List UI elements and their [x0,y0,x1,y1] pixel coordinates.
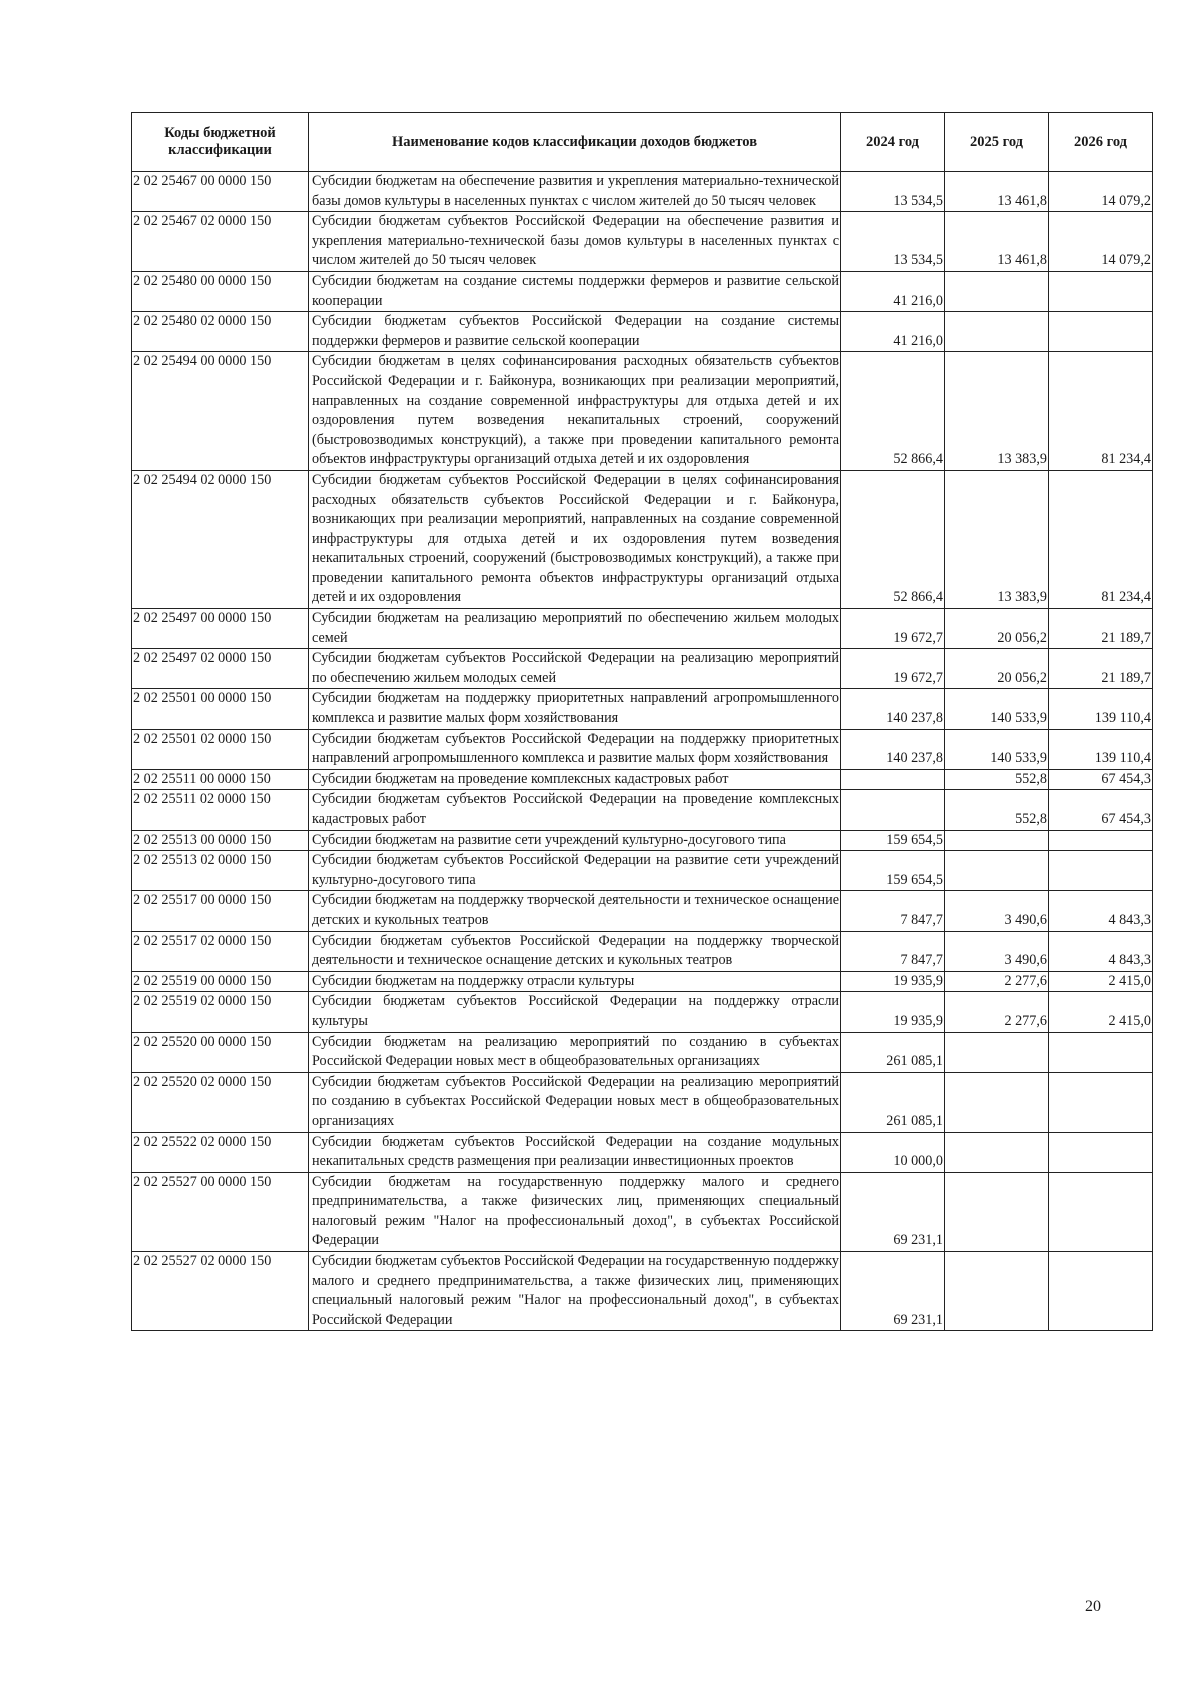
code-cell: 2 02 25467 00 0000 150 [132,172,309,212]
table-row [132,470,1153,608]
table-row [132,212,1153,272]
budget-table-container [131,112,1152,1331]
value-2026-cell: 4 843,3 [1049,931,1153,971]
value-2026-cell [1049,271,1153,311]
value-2024-cell: 41 216,0 [841,271,945,311]
value-2024-cell [841,769,945,790]
value-2024-cell: 19 672,7 [841,609,945,649]
value-2025-cell: 20 056,2 [945,649,1049,689]
code-cell: 2 02 25511 02 0000 150 [132,790,309,830]
value-2026-cell [1049,851,1153,891]
table-row [132,352,1153,471]
table-row [132,1132,1153,1172]
value-2025-cell: 13 461,8 [945,212,1049,272]
value-2026-cell [1049,1252,1153,1331]
name-cell: Субсидии бюджетам субъектов Российской Федерации на поддержку творческой деятельности и техническое оснащение детских и кукольных театров [309,931,841,971]
code-cell: 2 02 25517 02 0000 150 [132,931,309,971]
value-2024-cell: 19 672,7 [841,649,945,689]
value-2025-cell: 140 533,9 [945,689,1049,729]
value-2024-cell: 159 654,5 [841,851,945,891]
table-row [132,1252,1153,1331]
code-cell: 2 02 25519 02 0000 150 [132,992,309,1032]
table-row [132,992,1153,1032]
name-cell: Субсидии бюджетам субъектов Российской Федерации на поддержку отрасли культуры [309,992,841,1032]
code-cell: 2 02 25513 02 0000 150 [132,851,309,891]
value-2025-cell [945,1072,1049,1132]
name-cell: Субсидии бюджетам на реализацию мероприятий по обеспечению жильем молодых семей [309,609,841,649]
value-2025-cell [945,1032,1049,1072]
code-cell: 2 02 25494 00 0000 150 [132,352,309,471]
code-cell: 2 02 25513 00 0000 150 [132,830,309,851]
table-row [132,769,1153,790]
table-row [132,172,1153,212]
value-2025-cell: 3 490,6 [945,891,1049,931]
value-2025-cell: 2 277,6 [945,971,1049,992]
name-cell: Субсидии бюджетам субъектов Российской Федерации на обеспечение развития и укрепления материально-технической базы домов культуры в населенных пунктах с числом жителей до 50 тысяч человек [309,212,841,272]
value-2025-cell: 552,8 [945,790,1049,830]
code-cell: 2 02 25480 00 0000 150 [132,271,309,311]
code-cell: 2 02 25527 00 0000 150 [132,1172,309,1251]
value-2025-cell: 13 461,8 [945,172,1049,212]
value-2026-cell: 81 234,4 [1049,352,1153,471]
value-2026-cell: 139 110,4 [1049,729,1153,769]
budget-revenue-table [131,112,1153,1331]
value-2025-cell [945,830,1049,851]
value-2024-cell: 7 847,7 [841,891,945,931]
value-2025-cell: 13 383,9 [945,470,1049,608]
name-cell: Субсидии бюджетам субъектов Российской Федерации на государственную поддержку малого и среднего предпринимательства, а также физических лиц, применяющих специальный налоговый режим "Налог на профессиональный доход", в субъектах Российской Федерации [309,1252,841,1331]
name-cell: Субсидии бюджетам субъектов Российской Федерации в целях софинансирования расходных обязательств субъектов Российской Федерации и г. Байконура, возникающих при реализации мероприятий, направленных на создание современной инфраструктуры для отдыха детей и их оздоровления путем возведения некапитальных строений, сооружений (быстровозводимых конструкций), а также при проведении капитального ремонта объектов инфраструктуры организаций отдыха детей и их оздоровления [309,470,841,608]
value-2024-cell: 7 847,7 [841,931,945,971]
code-cell: 2 02 25480 02 0000 150 [132,312,309,352]
value-2024-cell: 69 231,1 [841,1172,945,1251]
name-cell: Субсидии бюджетам субъектов Российской Федерации на поддержку приоритетных направлений агропромышленного комплекса и развитие малых форм хозяйствования [309,729,841,769]
value-2024-cell: 69 231,1 [841,1252,945,1331]
name-cell: Субсидии бюджетам на проведение комплексных кадастровых работ [309,769,841,790]
table-row [132,971,1153,992]
name-cell: Субсидии бюджетам субъектов Российской Федерации на проведение комплексных кадастровых работ [309,790,841,830]
table-row [132,891,1153,931]
value-2026-cell: 81 234,4 [1049,470,1153,608]
table-row [132,1172,1153,1251]
code-cell: 2 02 25522 02 0000 150 [132,1132,309,1172]
value-2024-cell: 52 866,4 [841,352,945,471]
name-cell: Субсидии бюджетам в целях софинансирования расходных обязательств субъектов Российской Федерации и г. Байконура, возникающих при реализации мероприятий, направленных на создание современной инфраструктуры для отдыха детей и их оздоровления путем возведения некапитальных строений, сооружений (быстровозводимых конструкций), а также при проведении капитального ремонта объектов инфраструктуры организаций отдыха детей и их оздоровления [309,352,841,471]
code-cell: 2 02 25497 00 0000 150 [132,609,309,649]
table-row [132,312,1153,352]
table-row [132,689,1153,729]
value-2026-cell [1049,830,1153,851]
code-cell: 2 02 25517 00 0000 150 [132,891,309,931]
table-row [132,790,1153,830]
header-codes: Коды бюджетной классификации [132,113,309,172]
name-cell: Субсидии бюджетам на поддержку приоритетных направлений агропромышленного комплекса и развитие малых форм хозяйствования [309,689,841,729]
table-row [132,609,1153,649]
value-2026-cell: 2 415,0 [1049,971,1153,992]
table-row [132,931,1153,971]
header-2025: 2025 год [945,113,1049,172]
value-2024-cell: 140 237,8 [841,689,945,729]
table-row [132,1072,1153,1132]
value-2024-cell: 13 534,5 [841,212,945,272]
name-cell: Субсидии бюджетам на поддержку отрасли культуры [309,971,841,992]
value-2025-cell: 552,8 [945,769,1049,790]
value-2024-cell: 140 237,8 [841,729,945,769]
page-number: 20 [1085,1598,1101,1615]
value-2025-cell: 20 056,2 [945,609,1049,649]
table-row [132,851,1153,891]
value-2026-cell: 139 110,4 [1049,689,1153,729]
name-cell: Субсидии бюджетам субъектов Российской Федерации на создание модульных некапитальных средств размещения при реализации инвестиционных проектов [309,1132,841,1172]
table-body [132,172,1153,1331]
value-2024-cell: 19 935,9 [841,971,945,992]
value-2024-cell: 159 654,5 [841,830,945,851]
value-2026-cell [1049,312,1153,352]
header-2026: 2026 год [1049,113,1153,172]
code-cell: 2 02 25494 02 0000 150 [132,470,309,608]
header-2024: 2024 год [841,113,945,172]
value-2024-cell: 41 216,0 [841,312,945,352]
table-row [132,1032,1153,1072]
table-row [132,271,1153,311]
code-cell: 2 02 25520 02 0000 150 [132,1072,309,1132]
name-cell: Субсидии бюджетам на государственную поддержку малого и среднего предпринимательства, а также физических лиц, применяющих специальный налоговый режим "Налог на профессиональный доход", в субъектах Российской Федерации [309,1172,841,1251]
value-2024-cell: 261 085,1 [841,1072,945,1132]
value-2026-cell: 67 454,3 [1049,790,1153,830]
value-2026-cell [1049,1072,1153,1132]
value-2026-cell [1049,1132,1153,1172]
name-cell: Субсидии бюджетам субъектов Российской Федерации на развитие сети учреждений культурно-досугового типа [309,851,841,891]
value-2024-cell [841,790,945,830]
table-row [132,729,1153,769]
name-cell: Субсидии бюджетам субъектов Российской Федерации на реализацию мероприятий по созданию в субъектах Российской Федерации новых мест в общеобразовательных организациях [309,1072,841,1132]
header-names: Наименование кодов классификации доходов бюджетов [309,113,841,172]
value-2025-cell [945,271,1049,311]
value-2025-cell [945,312,1049,352]
code-cell: 2 02 25497 02 0000 150 [132,649,309,689]
value-2025-cell: 2 277,6 [945,992,1049,1032]
value-2024-cell: 10 000,0 [841,1132,945,1172]
name-cell: Субсидии бюджетам субъектов Российской Федерации на реализацию мероприятий по обеспечению жильем молодых семей [309,649,841,689]
value-2025-cell [945,1252,1049,1331]
value-2026-cell: 4 843,3 [1049,891,1153,931]
value-2025-cell: 140 533,9 [945,729,1049,769]
value-2025-cell [945,1172,1049,1251]
code-cell: 2 02 25501 00 0000 150 [132,689,309,729]
value-2024-cell: 13 534,5 [841,172,945,212]
value-2025-cell [945,851,1049,891]
name-cell: Субсидии бюджетам на развитие сети учреждений культурно-досугового типа [309,830,841,851]
name-cell: Субсидии бюджетам на создание системы поддержки фермеров и развитие сельской кооперации [309,271,841,311]
value-2024-cell: 261 085,1 [841,1032,945,1072]
value-2024-cell: 19 935,9 [841,992,945,1032]
name-cell: Субсидии бюджетам на реализацию мероприятий по созданию в субъектах Российской Федерации новых мест в общеобразовательных организациях [309,1032,841,1072]
value-2025-cell: 13 383,9 [945,352,1049,471]
value-2025-cell: 3 490,6 [945,931,1049,971]
code-cell: 2 02 25467 02 0000 150 [132,212,309,272]
value-2026-cell: 14 079,2 [1049,212,1153,272]
value-2026-cell: 21 189,7 [1049,609,1153,649]
code-cell: 2 02 25520 00 0000 150 [132,1032,309,1072]
table-header [132,113,1153,172]
value-2026-cell: 67 454,3 [1049,769,1153,790]
value-2026-cell: 2 415,0 [1049,992,1153,1032]
name-cell: Субсидии бюджетам на поддержку творческой деятельности и техническое оснащение детских и кукольных театров [309,891,841,931]
value-2026-cell [1049,1172,1153,1251]
table-row [132,649,1153,689]
value-2026-cell: 14 079,2 [1049,172,1153,212]
value-2026-cell: 21 189,7 [1049,649,1153,689]
value-2024-cell: 52 866,4 [841,470,945,608]
header-row [132,113,1153,172]
code-cell: 2 02 25511 00 0000 150 [132,769,309,790]
code-cell: 2 02 25501 02 0000 150 [132,729,309,769]
code-cell: 2 02 25519 00 0000 150 [132,971,309,992]
code-cell: 2 02 25527 02 0000 150 [132,1252,309,1331]
value-2026-cell [1049,1032,1153,1072]
value-2025-cell [945,1132,1049,1172]
name-cell: Субсидии бюджетам субъектов Российской Федерации на создание системы поддержки фермеров и развитие сельской кооперации [309,312,841,352]
name-cell: Субсидии бюджетам на обеспечение развития и укрепления материально-технической базы домов культуры в населенных пунктах с числом жителей до 50 тысяч человек [309,172,841,212]
table-row [132,830,1153,851]
